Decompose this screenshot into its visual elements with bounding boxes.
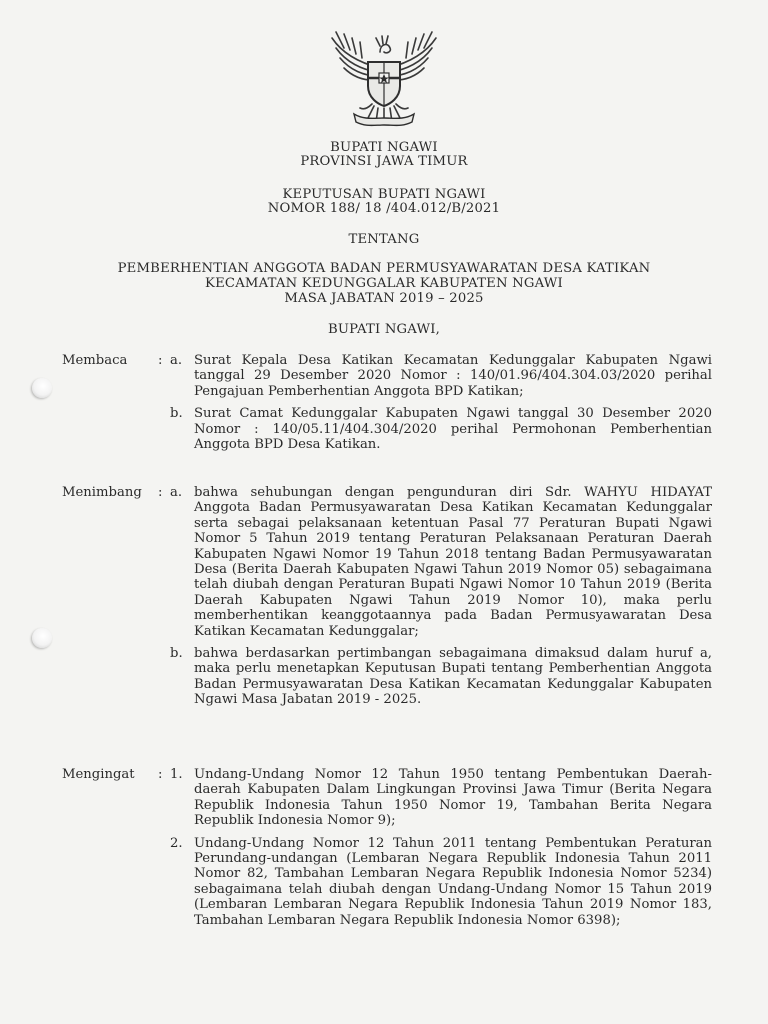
item-text: Undang-Undang Nomor 12 Tahun 1950 tentang Pembentukan Daerah-daerah Kabupaten Dalam Lingkungan Provinsi Jawa Timur (Berita Negara Republik Indonesia Tahun 1950 Nomor 19, Tambahan Berita Negara Republik Indonesia Nomor 9); <box>194 767 712 829</box>
subject-line-1: PEMBERHENTIAN ANGGOTA BADAN PERMUSYAWARATAN DESA KATIKAN <box>117 261 651 276</box>
list-item <box>170 767 712 829</box>
item-text: bahwa sehubungan dengan pengunduran diri Sdr. WAHYU HIDAYAT Anggota Badan Permusyawaratan Desa Katikan Kecamatan Kedunggalar serta sebagai pelaksanaan ketentuan Pasal 77 Peraturan Bupati Ngawi Nomor 5 Tahun 2019 tentang Peraturan Pelaksanaan Peraturan Daerah Kabupaten Ngawi Nomor 19 Tahun 2018 tentang Badan Permusyawaratan Desa (Berita Daerah Kabupaten Ngawi Tahun 2019 Nomor 05) sebagaimana telah diubah dengan Peraturan Bupati Ngawi Nomor 10 Tahun 2019 (Berita Daerah Kabupaten Ngawi Tahun 2019 Nomor 10), maka perlu memberhentikan keanggotaannya pada Badan Permusyawaratan Desa Katikan Kecamatan Kedunggalar; <box>194 485 712 639</box>
list-item <box>170 646 712 708</box>
item-marker: a. <box>170 485 183 500</box>
item-marker: b. <box>170 406 183 422</box>
item-text: Undang-Undang Nomor 12 Tahun 2011 tentang Pembentukan Peraturan Perundang-undangan (Lembaran Negara Republik Indonesia Tahun 2011 Nomor 82, Tambahan Lembaran Negara Republik Indonesia Nomor 5234) sebagaimana telah diubah dengan Undang-Undang Nomor 15 Tahun 2019 (Lembaran Lembaran Negara Republik Indonesia Tahun 2019 Nomor 183, Tambahan Lembaran Negara Republik Indonesia Nomor 6398); <box>194 835 712 928</box>
subject-line-3: MASA JABATAN 2019 – 2025 <box>284 291 484 306</box>
list-item <box>170 485 712 639</box>
membaca-section <box>62 353 712 452</box>
item-text: bahwa berdasarkan pertimbangan sebagaimana dimaksud dalam huruf a, maka perlu menetapkan Keputusan Bupati tentang Pemberhentian Anggota Badan Permusyawaratan Desa Katikan Kecamatan Kedunggalar Kabupaten Ngawi Masa Jabatan 2019 - 2025. <box>194 646 712 708</box>
section-label: Membaca <box>62 353 128 368</box>
item-text: Surat Kepala Desa Katikan Kecamatan Kedunggalar Kabupaten Ngawi tanggal 29 Desember 2020 Nomor : 140/01.96/404.304.03/2020 perihal Pengajuan Pemberhentian Anggota BPD Katikan; <box>194 353 712 399</box>
section-label: Mengingat <box>62 767 135 782</box>
province-title: PROVINSI JAWA TIMUR <box>300 154 468 169</box>
authority-line: BUPATI NGAWI, <box>327 322 441 337</box>
item-marker: b. <box>170 646 183 662</box>
mengingat-section <box>62 767 712 928</box>
section-colon: : <box>158 353 163 368</box>
item-marker: a. <box>170 353 183 368</box>
punch-hole <box>32 628 52 648</box>
decree-number: NOMOR 188/ 18 /404.012/B/2021 <box>267 201 501 216</box>
garuda-emblem-icon <box>324 28 444 130</box>
list-item <box>170 406 712 452</box>
decree-title: KEPUTUSAN BUPATI NGAWI <box>282 187 486 202</box>
list-item <box>170 836 712 928</box>
item-text: Surat Camat Kedunggalar Kabupaten Ngawi tanggal 30 Desember 2020 Nomor : 140/05.11/404.304/2020 perihal Permohonan Pemberhentian Anggota BPD Desa Katikan. <box>194 406 712 453</box>
subject-line-2: KECAMATAN KEDUNGGALAR KABUPATEN NGAWI <box>205 276 563 291</box>
item-marker: 1. <box>170 767 183 782</box>
regent-title: BUPATI NGAWI <box>330 140 438 155</box>
menimbang-section <box>62 485 712 708</box>
item-marker: 2. <box>170 835 183 851</box>
section-colon: : <box>158 485 163 500</box>
punch-hole <box>32 378 52 398</box>
list-item <box>170 353 712 399</box>
section-colon: : <box>158 767 163 782</box>
tentang-heading: TENTANG <box>348 232 420 247</box>
section-label: Menimbang <box>62 485 142 500</box>
